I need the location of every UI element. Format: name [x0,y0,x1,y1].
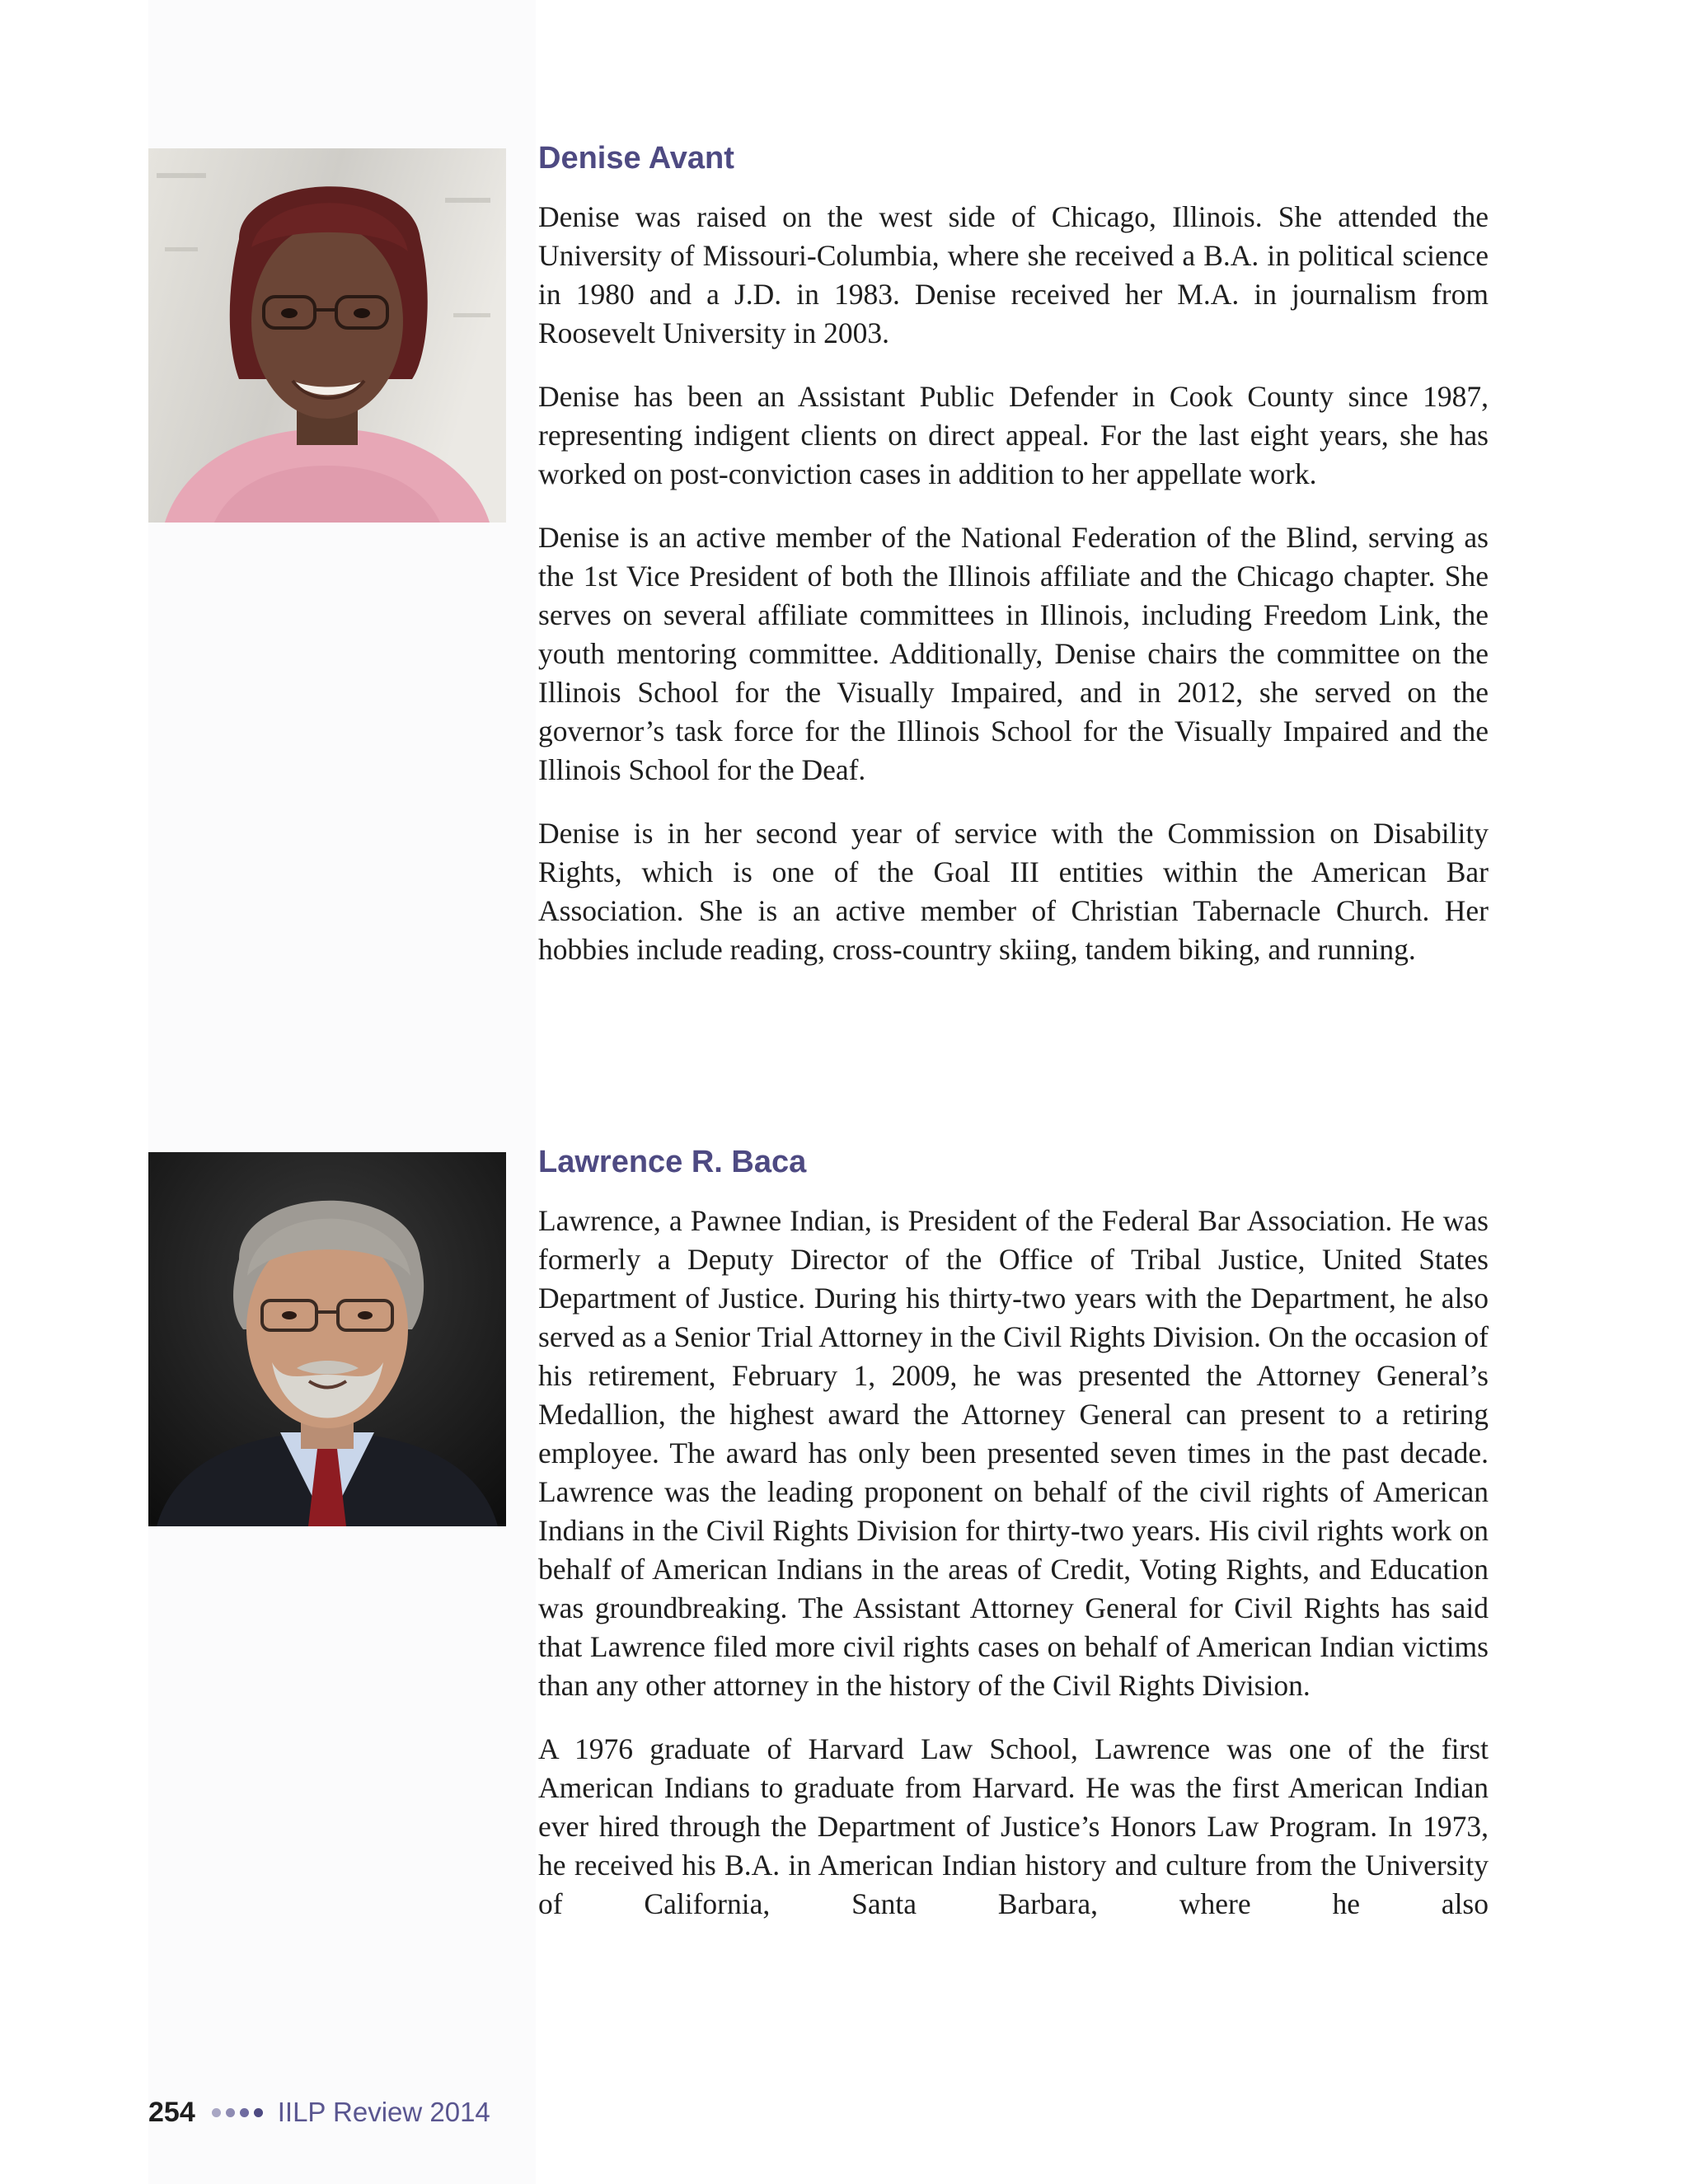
footer-dot [212,2108,221,2117]
bio-name-heading: Denise Avant [538,141,734,176]
footer-dot [226,2108,235,2117]
bio-name-heading: Lawrence R. Baca [538,1145,807,1179]
bio-paragraph: Denise was raised on the west side of Chicago, Illinois. She attended the University of Missouri-Columbia, where she received a B.A. in political science in 1980 and a J.D. in 1983. Denise received her M.A. in journalism from Roosevelt University in 2003. [538,200,1489,349]
footer-dot [254,2108,263,2117]
page-number: 254 [148,2096,195,2128]
bio-section-lawrence-baca [538,1141,1489,1948]
page-footer [148,2093,490,2131]
footer-dots-ornament [212,2108,268,2117]
bio-paragraph: Denise has been an Assistant Public Defender in Cook County since 1987, representing indigent clients on direct appeal. For the last eight years, she has worked on post-conviction cases in addition to her appellate work. [538,380,1489,490]
portrait-photo-denise-avant [148,148,506,523]
portrait-photo-lawrence-baca [148,1152,506,1526]
bio-paragraph: Lawrence, a Pawnee Indian, is President of the Federal Bar Association. He was formerly a Deputy Director of the Office of Tribal Justice, United States Department of Justice. During his thirty-two years with the Department, he also served as a Senior Trial Attorney in the Civil Rights Division. On the occasion of his retirement, February 1, 2009, he was presented the Attorney General’s Medallion, the highest award the Attorney General can present to a retiring employee. The award has only been presented seven times in the past decade. Lawrence was the leading proponent on behalf of the civil rights of American Indians in the Civil Rights Division for thirty-two years. His civil rights work on behalf of American Indians in the areas of Credit, Voting Rights, and Education was groundbreaking. The Assistant Attorney General for Civil Rights has said that Lawrence filed more civil rights cases on behalf of American Indian victims than any other attorney in the history of the Civil Rights Division. [538,1204,1489,1702]
bio-paragraph: A 1976 graduate of Harvard Law School, Lawrence was one of the first American Indians to graduate from Harvard. He was the first American Indian ever hired through the Department of Justice’s Honors Law Program. In 1973, he received his B.A. in American Indian history and culture from the University of California, Santa Barbara, where he also [538,1732,1489,1920]
bio-paragraph: Denise is in her second year of service with the Commission on Disability Rights, which is one of the Goal III entities within the American Bar Association. She is an active member of Christian Tabernacle Church. Her hobbies include reading, cross-country skiing, tandem biking, and running. [538,817,1489,966]
bio-paragraph: Denise is an active member of the National Federation of the Blind, serving as the 1st Vice President of both the Illinois affiliate and the Chicago chapter. She serves on several affiliate committees in Illinois, including Freedom Link, the youth mentoring committee. Additionally, Denise chairs the committee on the Illinois School for the Visually Impaired, and in 2012, she served on the governor’s task force for the Illinois School for the Visually Impaired and the Illinois School for the Deaf. [538,521,1489,786]
footer-dot [240,2108,249,2117]
publication-title: IILP Review 2014 [277,2097,490,2127]
bio-section-denise-avant [538,137,1489,994]
